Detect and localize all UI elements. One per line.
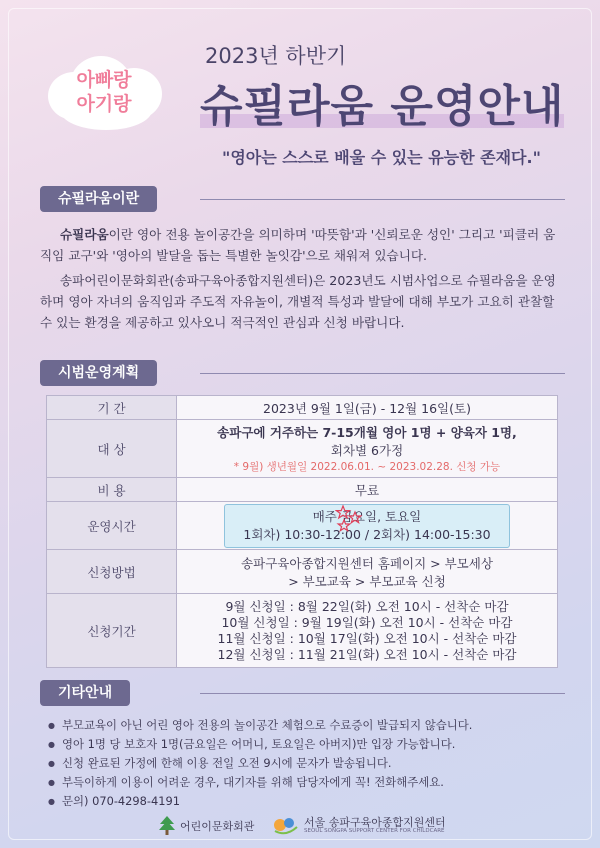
- logo-culture-center: 어린이문화회관: [180, 820, 255, 833]
- badge-text: [40, 68, 168, 116]
- logo-support-center-sub: SEOUL SONGPA SUPPORT CENTER FOR CHILDCARE: [304, 828, 445, 834]
- list-item: ● 부모교육이 아닌 어린 영아 전용의 놀이공간 체험으로 수료증이 발급되지 않습니다.: [48, 716, 568, 735]
- method-line-2: > 부모교육 > 부모교육 신청: [288, 573, 446, 589]
- row-value-time: [177, 502, 558, 550]
- title-subtitle: 2023년 하반기: [205, 44, 347, 68]
- list-item: ● 영아 1명 당 보호자 1명(금요일은 어머니, 토요일은 아버지)만 입장 가능합니다.: [48, 735, 568, 754]
- table-row: [47, 396, 558, 420]
- apply-line: 12월 신청일 : 11월 21일(화) 오전 10시 - 선착순 마감: [217, 646, 517, 662]
- time-line-1: 매주 금요일, 토요일: [312, 508, 422, 524]
- row-header-method: 신청방법: [47, 550, 177, 594]
- about-paragraph-2: 송파어린이문화회관(송파구육아종합지원센터)은 2023년도 시범사업으로 슈필라움을 운영하며 영아 자녀의 움직임과 주도적 자유놀이, 개별적 특성과 발달에 대해 부모가 고요히 관찰할 수 있는 환경을 제공하고 있사오니 적극적인 관심과 신청 바랍니다.: [40, 273, 556, 330]
- about-text-1: 이란 영아 전용 놀이공간을 의미하며 '따뜻함'과 '신뢰로운 성인' 그리고 '피클러 움직임 교구'와 '영아의 발달을 돕는 특별한 놀잇감'으로 채워져 있습니다.: [40, 227, 556, 263]
- time-highlight: [224, 504, 509, 548]
- section-rule: [200, 373, 565, 374]
- table-row: [47, 420, 558, 478]
- table-row: [47, 478, 558, 502]
- title-quote: "영아는 스스로 배울 수 있는 유능한 존재다.": [222, 148, 541, 167]
- method-line-1: 송파구육아종합지원센터 홈페이지 > 부모세상: [241, 555, 493, 571]
- about-paragraph-1: [40, 224, 565, 266]
- row-value-period: 2023년 9월 1일(금) - 12월 16일(토): [177, 396, 558, 420]
- apply-line: 10월 신청일 : 9월 19일(화) 오전 10시 - 선착순 마감: [221, 614, 513, 630]
- footer: [0, 810, 600, 840]
- about-bold-term: 슈필라움: [60, 227, 109, 242]
- section-rule: [200, 693, 565, 694]
- list-item: ● 신청 완료된 가정에 한해 이용 전일 오전 9시에 문자가 발송됩니다.: [48, 754, 568, 773]
- logo-support-center: 서울 송파구육아종합지원센터: [304, 816, 446, 829]
- row-value-target: [177, 420, 558, 478]
- table-row: [47, 550, 558, 594]
- plan-table: [46, 395, 558, 668]
- section-label-about: 슈필라움이란: [40, 186, 157, 212]
- target-line-2: 회차별 6가정: [330, 443, 404, 458]
- badge-cloud: [40, 50, 168, 136]
- tree-logo-icon: [158, 816, 176, 836]
- apply-line: 11월 신청일 : 10월 17일(화) 오전 10시 - 선착순 마감: [217, 630, 517, 646]
- row-header-target: 대 상: [47, 420, 177, 478]
- etc-list: [48, 716, 568, 811]
- row-header-cost: 비 용: [47, 478, 177, 502]
- page-title: 슈필라움 운영안내: [200, 70, 564, 134]
- table-row: [47, 594, 558, 668]
- row-value-cost: 무료: [177, 478, 558, 502]
- apply-line: 9월 신청일 : 8월 22일(화) 오전 10시 - 선착순 마감: [225, 598, 509, 614]
- row-value-apply: [177, 594, 558, 668]
- section-rule: [200, 199, 565, 200]
- row-header-time: 운영시간: [47, 502, 177, 550]
- table-row: [47, 502, 558, 550]
- time-line-2: 1회차) 10:30-12:00 / 2회차) 14:00-15:30: [243, 526, 491, 542]
- list-item: ● 문의) 070-4298-4191: [48, 792, 568, 811]
- row-header-apply: 신청기간: [47, 594, 177, 668]
- section-label-plan: 시범운영계획: [40, 360, 157, 386]
- target-line-1: 송파구에 거주하는 7-15개월 영아 1명 + 양육자 1명,: [217, 425, 517, 440]
- list-item: ● 부득이하게 이용이 어려운 경우, 대기자를 위해 담당자에게 꼭! 전화해주세요.: [48, 773, 568, 792]
- star-icon: [335, 504, 365, 534]
- target-note: * 9월) 생년월일 2022.06.01. ~ 2023.02.28. 신청 가능: [233, 461, 501, 473]
- section-label-etc: 기타안내: [40, 680, 130, 706]
- badge-line1: 아빠랑: [76, 69, 132, 91]
- badge-line2: 아기랑: [76, 93, 132, 115]
- row-header-period: 기 간: [47, 396, 177, 420]
- row-value-method: [177, 550, 558, 594]
- childcare-logo-icon: [272, 815, 300, 835]
